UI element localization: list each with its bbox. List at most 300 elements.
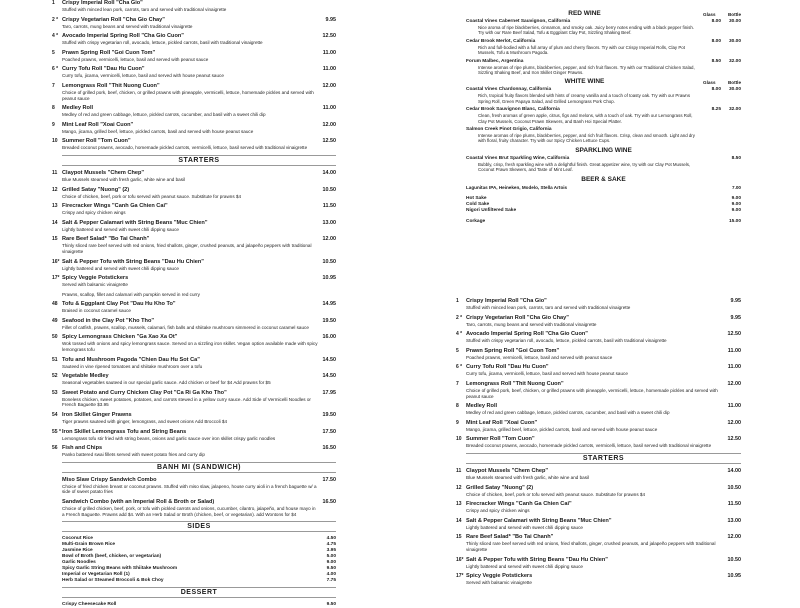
- item-title: Rare Beef Salad* "Bo Tai Chanh": [466, 534, 554, 541]
- wine-item: [466, 39, 741, 56]
- item-description: Boneless chicken, sweet potatoes, potatoes, and carrots stewed in a yellow curry sauce. Add Side of Vermicelli Noodles or French Baguette $3.95: [62, 396, 311, 408]
- item-price: 11.00: [322, 105, 336, 112]
- item-price: 14.50: [322, 373, 336, 380]
- menu-item: [52, 186, 336, 200]
- item-title: Claypot Mussels "Chem Chep": [466, 467, 549, 474]
- starters-title: STARTERS: [62, 155, 336, 166]
- bottle-price: 32.00: [728, 107, 741, 113]
- sparkling-title: SPARKLING WINE: [575, 146, 632, 154]
- wine-item: [466, 87, 741, 104]
- bottle-price: 30.00: [728, 87, 741, 93]
- menu-item: [52, 334, 336, 353]
- glass-label: Glass: [703, 80, 716, 86]
- item-description: Curry tofu, jicama, vermicelli, lettuce, basil and served with house peanut sauce: [466, 371, 628, 377]
- item-number: 6 *: [456, 364, 463, 371]
- item-price: 12.50: [322, 33, 336, 40]
- menu-item: [52, 428, 336, 442]
- menu-item: [456, 517, 741, 531]
- item-price: 12.00: [322, 82, 336, 89]
- sake-list: [466, 196, 741, 214]
- wine-title: Salmon Creek Pinot Grigio, California: [466, 127, 552, 133]
- glass-price: 8.50: [711, 58, 721, 64]
- glass-label: Glass: [703, 12, 716, 17]
- corkage-row: Corkage 15.00: [466, 218, 741, 224]
- item-title: Crispy Imperial Roll "Cha Gio": [62, 0, 143, 6]
- item-title: Sweet Potato and Curry Chicken Clay Pot "Ca Ri Ga Kho Tho": [62, 389, 227, 396]
- item-description: Served with balsamic vinaigrette: [466, 580, 532, 586]
- item-description: Breaded coconut prawns, avocado, homemade pickled carrots, vermicelli, lettuce, basil served with traditional vinaigrette: [466, 443, 712, 449]
- item-title: Avocado Imperial Spring Roll "Cha Gio Cuon": [62, 33, 184, 40]
- item-description: Lightly battered and served with sweet chili dipping sauce: [466, 563, 583, 569]
- item-title: Fish and Chips: [62, 445, 103, 452]
- item-number: 15: [52, 236, 58, 243]
- item-price: 17.95: [322, 389, 336, 396]
- menu-item: [52, 236, 336, 254]
- item-price: 4.75: [326, 542, 336, 548]
- item-price: 4.50: [326, 536, 336, 542]
- menu-item: [62, 499, 336, 517]
- menu-item: [52, 356, 336, 370]
- starters-list: [52, 169, 336, 288]
- item-description: Taro, carrots, mung beans and served with traditional vinaigrette: [62, 23, 193, 29]
- menu-item: [456, 436, 741, 449]
- item-label: Bowl of Broth (beef, chicken, or vegetarian): [62, 554, 162, 560]
- white-wine-title: WHITE WINE: [564, 78, 605, 86]
- item-description: Curry tofu, jicama, vermicelli, lettuce, basil and served with house peanut sauce: [62, 73, 224, 79]
- item-price: 10.95: [322, 275, 336, 282]
- item-number: 10: [456, 436, 462, 443]
- item-price: 11.50: [322, 203, 336, 210]
- item-title: Lemongrass Roll "Thit Nuong Cuon": [466, 380, 564, 387]
- item-title: Firecracker Wings "Canh Ga Chien Cai": [466, 501, 572, 508]
- item-price: 10.50: [322, 186, 336, 193]
- item-price: 12.50: [727, 436, 741, 443]
- item-title: Prawn Spring Roll "Goi Cuon Tom": [62, 49, 156, 56]
- wine-description: Rich and full-bodied with a full array of plum and cherry flavors. Try with our Crispy Imperial Rolls, Clay Pot Mussels, Tofu & Mushroom Pagoda.: [478, 44, 685, 56]
- item-description: Stuffed with minced lean pork, carrots, taro and served with traditional vinaigrette: [466, 305, 631, 310]
- bottle-price: 32.00: [728, 58, 741, 64]
- item-title: Miso Slaw Crispy Sandwich Combo: [62, 476, 157, 483]
- red-wine-list: [466, 19, 741, 75]
- item-title: Grilled Satay "Nuong" (2): [62, 186, 130, 193]
- wine-description: Rich, tropical fruity flavors blended with hints of creamy vanilla and a touch of toasty oak. Try with our Prawns Spring Roll, Green Papaya Salad, and Grilled Lemongrass Pork Chop.: [478, 93, 691, 104]
- item-title: Sandwich Combo (with an Imperial Roll & Broth or Salad): [62, 499, 215, 505]
- item-description: Lightly battered and served with sweet chili dipping sauce: [62, 226, 179, 232]
- item-title: Firecracker Wings "Canh Ga Chien Cai": [62, 203, 168, 210]
- item-number: 16*: [52, 258, 60, 265]
- item-description: Blue Mussels steamed with fresh garlic, white wine and basil: [62, 176, 186, 182]
- item-title: Crispy Imperial Roll "Cha Gio": [466, 298, 547, 304]
- menu-item: [52, 169, 336, 183]
- item-description: Breaded coconut prawns, avocado, homemade pickled carrots, vermicelli, lettuce, basil served with traditional vinaigrette: [62, 145, 308, 151]
- item-number: 52: [52, 373, 58, 380]
- sparkling-wine-header: [466, 147, 741, 154]
- menu-item: [52, 301, 336, 314]
- item-price: 9.95: [730, 314, 741, 321]
- rolls-list-repeat: [456, 298, 741, 449]
- menu-item: [52, 219, 336, 233]
- wine-item: [466, 156, 741, 173]
- item-price: 12.00: [322, 236, 336, 243]
- menu-item: [52, 412, 336, 425]
- item-description: Choice of grilled pork, beef, chicken, or grilled prawns with pineapple, vermicelli, lettuce, homemade pickles and served with peanut sauce: [466, 387, 718, 399]
- item-description: Thinly sliced rare beef served with red onions, fried shallots, ginger, crushed peanuts, and jalapeño peppers with traditional vinaigrette: [466, 541, 716, 552]
- list-item: [62, 602, 336, 608]
- right-lower-column: [456, 298, 741, 590]
- item-title: Spicy Veggie Potstickers: [62, 275, 129, 282]
- beer-header: [466, 176, 741, 183]
- item-title: Grilled Satay "Nuong" (2): [466, 484, 534, 491]
- item-price: 11.00: [322, 49, 336, 56]
- item-number: 49: [52, 317, 58, 324]
- item-price: 10.50: [727, 556, 741, 563]
- item-number: 15: [456, 534, 462, 541]
- item-number: 51: [52, 356, 58, 363]
- item-number: 17*: [52, 275, 60, 282]
- item-title: Mint Leaf Roll "Xoai Cuon": [62, 121, 134, 128]
- item-description: Poached prawns, vermicelli, lettuce, basil and served with peanut sauce: [62, 56, 209, 62]
- item-number: 4 *: [52, 33, 59, 40]
- bottle-label: Bottle: [727, 12, 741, 17]
- item-title: Salt & Pepper Tofu with String Beans "Dau Hu Chien": [466, 556, 608, 563]
- item-label: Spicy Garlic String Beans with Shiitake Mushroom: [62, 566, 178, 572]
- menu-item: [456, 556, 741, 570]
- red-wine-title: RED WINE: [568, 10, 601, 17]
- white-wine-list: [466, 87, 741, 143]
- item-price: 19.50: [322, 317, 336, 324]
- item-price: 9.00: [731, 201, 741, 207]
- item-description: Served with balsamic vinaigrette: [62, 282, 128, 288]
- wine-item: [466, 59, 741, 76]
- item-number: 55 *: [52, 428, 61, 435]
- item-price: 13.00: [322, 219, 336, 226]
- item-description: Poached prawns, vermicelli, lettuce, basil and served with peanut sauce: [466, 354, 613, 360]
- item-description: Blue Mussels steamed with fresh garlic, white wine and basil: [466, 474, 590, 480]
- item-price: 10.50: [727, 484, 741, 491]
- rolls-list: [52, 0, 336, 151]
- sparkling-wine-list: [466, 156, 741, 173]
- item-price: 5.00: [326, 554, 336, 560]
- item-title: Tofu & Eggplant Clay Pot "Dau Hu Kho To": [62, 301, 176, 308]
- item-title: Curry Tofu Roll "Dau Hu Cuon": [62, 66, 145, 73]
- item-number: 2 *: [456, 314, 463, 321]
- item-number: 6 *: [52, 66, 59, 73]
- wine-column: [466, 8, 741, 225]
- item-number: 12: [52, 186, 58, 193]
- item-description: Choice of chicken, beef, pork or tofu served with peanut sauce. Substitute for prawns $4: [62, 193, 242, 199]
- item-label: Imperial or Vegetarian Roll (1): [62, 572, 130, 578]
- item-description: Thinly sliced rare beef served with red onions, fried shallots, ginger, crushed peanuts, and jalapeño peppers with traditional vinaigrette: [62, 243, 312, 254]
- menu-item: [52, 0, 336, 13]
- item-price: 14.00: [727, 467, 741, 474]
- item-description: Mango, jicama, grilled beef, lettuce, pickled carrots, basil and served with house peanut sauce: [62, 128, 254, 134]
- wine-description: Bubbly, crisp, fresh sparkling wine with a delightful finish. Great appetizer wine, try with our Clay Pot Mussels, Coconut Prawn Skewers, and Taste of Mint Leaf.: [478, 161, 691, 173]
- item-number: 1: [456, 298, 459, 304]
- menu-item: [52, 33, 336, 46]
- wine-title: Coastal Vines Cabernet Sauvignon, California: [466, 19, 571, 24]
- item-description: Choice of grilled chicken, beef, pork, or tofu with pickled carrots and onions, cucumber, cilantro, jalapeño, and house mayo in a French Baguette. Prawns add $4. With an Herb Salad or Broth (chicken, beef, or vegetarian). add Wontons for $4: [62, 506, 316, 517]
- wine-item: [466, 127, 741, 144]
- item-description: Lightly battered and served with sweet chili dipping sauce: [466, 524, 583, 530]
- item-title: Tofu and Mushroom Pagoda "Chien Dau Hu Sot Ca": [62, 356, 200, 363]
- red-wine-header: [466, 10, 741, 17]
- menu-item: [456, 347, 741, 361]
- item-description: Crispy and spicy chicken wings: [62, 210, 126, 216]
- bottle-price: 8.50: [731, 155, 741, 161]
- item-description: Sauteed in vine ripened tomatoes and shiitake mushroom over a tofu: [62, 363, 203, 369]
- menu-item: [456, 534, 741, 552]
- mains-list: [52, 301, 336, 458]
- menu-item: [456, 573, 741, 586]
- item-price: 11.00: [727, 347, 741, 354]
- wine-title: Coastal Vines Chardonnay, California: [466, 87, 552, 93]
- item-number: 7: [52, 82, 55, 89]
- item-number: 5: [456, 347, 459, 354]
- item-number: 8: [456, 403, 459, 410]
- item-title: Curry Tofu Roll "Dau Hu Cuon": [466, 364, 549, 371]
- item-number: 11: [52, 169, 58, 176]
- starters-list-repeat: [456, 467, 741, 586]
- item-title: Crispy Vegetarian Roll "Cha Gio Chay": [62, 16, 165, 23]
- item-description: Panko battered swai fillets served with sweet potato fries and curry dip: [62, 452, 205, 458]
- wine-title: Cedar Brook Merlot, California: [466, 38, 536, 44]
- item-number: 8: [52, 105, 55, 112]
- item-number: 48: [52, 301, 58, 308]
- menu-item: [52, 121, 336, 135]
- item-price: 12.00: [727, 380, 741, 387]
- menu-item: [52, 49, 336, 63]
- item-title: Medley Roll: [62, 105, 94, 112]
- item-price: 12.00: [727, 419, 741, 426]
- item-price: 11.00: [322, 66, 336, 73]
- item-number: 17*: [456, 573, 464, 580]
- glass-price: 8.25: [711, 107, 721, 113]
- mains-partial: Prawns, scallop, fillet and calamari with pumpkin served in red curry: [62, 291, 200, 297]
- item-description: Taro, carrots, mung beans and served with traditional vinaigrette: [466, 321, 597, 327]
- item-price: 11.00: [727, 364, 741, 371]
- item-description: Lemongrass tofu stir fried with string beans, onions and garlic sauce over iron skillet crispy garlic noodles: [62, 435, 276, 441]
- item-description: Choice of fried chicken breast or coconut prawns. Stuffed with miso slaw, jalapeno, house curry aioli in a french baguette w/ a side of sweet potato fries: [62, 483, 317, 495]
- item-number: 14: [52, 219, 58, 226]
- menu-item: [52, 445, 336, 458]
- item-price: 10.50: [322, 258, 336, 265]
- item-title: Claypot Mussels "Chem Chep": [62, 169, 145, 176]
- wine-description: Intense aromas of ripe plums, blackberries, pepper, and rich fruit flavors. Try with our Traditional Chicken Salad, Sizzling Shaking Beef, and Iron Skillet Ginger Prawns.: [478, 64, 695, 76]
- item-number: 56: [52, 445, 58, 452]
- bottle-price: 30.00: [728, 19, 741, 24]
- item-price: 12.00: [322, 121, 336, 128]
- item-label: Garlic Noodles: [62, 560, 96, 566]
- item-title: Spicy Lemongrass Chicken "Ga Xao Xa Ot": [62, 334, 178, 341]
- item-price: 12.50: [322, 138, 336, 145]
- item-number: 54: [52, 412, 58, 419]
- item-number: 1: [52, 0, 55, 6]
- item-description: Seasonal vegetables sauteed in our special garlic sauce. Add chicken or beef for $4 Add prawns for $5: [62, 380, 271, 386]
- item-title: Vegetable Medley: [62, 373, 109, 380]
- item-price: 16.50: [322, 499, 336, 505]
- item-price: 9.95: [730, 298, 741, 304]
- glass-price: 8.00: [711, 38, 721, 44]
- item-description: Choice of grilled pork, beef, chicken, or grilled prawns with pineapple, vermicelli, lettuce, homemade pickles and served with peanut sauce: [62, 89, 314, 101]
- white-wine-header: [466, 78, 741, 85]
- wine-title: Coastal Vines Brut Sparkling Wine, California: [466, 155, 570, 161]
- glass-price: 8.00: [711, 19, 721, 24]
- sides-list: [62, 536, 336, 584]
- wine-description: Intense aromas of ripe plums, blackberries, pepper, and rich fruit flavors. Crisp, clean and smooth. Light and dry with floral, fruity character. Try with our Spicy Chicken Lettuce Cups.: [478, 133, 695, 144]
- menu-item: [456, 419, 741, 433]
- item-price: 9.00: [326, 560, 336, 566]
- menu-item: [52, 203, 336, 216]
- item-label: Hot Sake: [466, 195, 487, 201]
- item-description: Stuffed with crispy vegetarian roll, avocado, lettuce, pickled carrots, basil with traditional vinaigrette: [62, 40, 263, 46]
- item-number: 10: [52, 138, 58, 145]
- menu-item: [52, 373, 336, 386]
- item-description: Stuffed with minced lean pork, carrots, taro and served with traditional vinaigrette: [62, 7, 227, 12]
- item-price: 9.95: [325, 16, 336, 23]
- item-title: Iron Skillet Ginger Prawns: [62, 412, 132, 419]
- item-number: 11: [456, 467, 462, 474]
- menu-item: [456, 314, 741, 328]
- item-description: Wok tossed with onions and spicy lemongrass sauce. Served on a sizzling iron skillet. Vegan option available made with spicy lemongrass tofu: [62, 341, 318, 353]
- item-price: 4.00: [326, 572, 336, 578]
- menu-item: [456, 467, 741, 481]
- starters-title-repeat: STARTERS: [466, 453, 741, 464]
- item-price: 9.50: [326, 602, 336, 608]
- item-price: 14.00: [322, 169, 336, 176]
- wine-item: [466, 19, 741, 36]
- bottle-label: Bottle: [727, 80, 741, 86]
- item-title: Rare Beef Salad* "Bo Tai Chanh": [62, 236, 150, 243]
- wine-title: Forum Malbec, Argentina: [466, 58, 524, 64]
- item-label: Crispy Cheesecake Roll: [62, 602, 117, 608]
- banh-mi-list: [62, 477, 336, 517]
- item-label: Jasmine Rice: [62, 548, 93, 554]
- menu-item: [456, 380, 741, 399]
- item-title: Salt & Pepper Calamari with String Beans "Muc Chien": [62, 219, 208, 226]
- wine-title: Cedar Brook Sauvignon Blanc, California: [466, 107, 560, 113]
- menu-item: [52, 105, 336, 118]
- item-label: Multi-Grain Brown Rice: [62, 542, 116, 548]
- item-title: Spicy Veggie Potstickers: [466, 573, 533, 580]
- item-number: 50: [52, 334, 58, 341]
- item-description: Choice of chicken, beef, pork or tofu served with peanut sauce. Substitute for prawns $4: [466, 491, 646, 497]
- item-description: Lightly battered and served with sweet chili dipping sauce: [62, 265, 179, 271]
- item-number: 16*: [456, 556, 464, 563]
- item-title: Crispy Vegetarian Roll "Cha Gio Chay": [466, 314, 569, 321]
- item-title: Summer Roll "Tom Cuon": [62, 138, 131, 145]
- item-price: 9.00: [731, 195, 741, 201]
- item-number: 14: [456, 517, 462, 524]
- item-number: 53: [52, 389, 58, 396]
- item-label: Nigori Unfiltered Sake: [466, 207, 517, 213]
- item-price: 17.50: [322, 476, 336, 483]
- beer-list: Lagunitas IPA, Heineken, Modelo, Stella Artois 7.00: [466, 184, 741, 190]
- dessert-title: DESSERT: [62, 587, 336, 598]
- item-price: 10.95: [727, 573, 741, 580]
- item-price: 11.00: [727, 403, 741, 410]
- item-number: 5: [52, 49, 55, 56]
- item-number: 4 *: [456, 331, 463, 338]
- list-item: [62, 578, 336, 584]
- item-number: 12: [456, 484, 462, 491]
- item-number: 2 *: [52, 16, 59, 23]
- item-price: 19.50: [322, 412, 336, 419]
- item-number: 13: [52, 203, 58, 210]
- item-label: Coconut Rice: [62, 536, 93, 542]
- menu-item: [456, 364, 741, 377]
- menu-item: [456, 298, 741, 311]
- item-price: 11.50: [727, 501, 741, 508]
- item-title: Salt & Pepper Calamari with String Beans "Muc Chien": [466, 517, 612, 524]
- menu-item: [62, 477, 336, 495]
- menu-item: [52, 317, 336, 331]
- item-label: Cold Sake: [466, 201, 490, 207]
- item-title: Salt & Pepper Tofu with String Beans "Dau Hu Chien": [62, 258, 204, 265]
- item-title: Avocado Imperial Spring Roll "Cha Gio Cuon": [466, 331, 588, 338]
- item-price: 14.50: [322, 356, 336, 363]
- item-title: Mint Leaf Roll "Xoai Cuon": [466, 419, 538, 426]
- wine-description: Nice aroma of ripe blackberries, cinnamon, and smoky oak. Juicy berry notes ending with a black pepper finish. Try with our Rare Beef Salad, Tofu & Eggplant Clay Pot, Sizzling Shaking Beef.: [478, 25, 694, 36]
- item-description: Medley of red and green cabbage, lettuce, pickled carrots, cucumber, and basil with a sweet chili dip: [62, 112, 266, 118]
- item-price: 16.00: [322, 334, 336, 341]
- item-description: Mango, jicama, grilled beef, lettuce, pickled carrots, basil and served with house peanut sauce: [466, 426, 658, 432]
- menu-item: [456, 403, 741, 416]
- menu-item: [456, 484, 741, 498]
- banh-mi-title: BANH MI (SANDWICH): [62, 462, 336, 473]
- menu-item: [52, 16, 336, 30]
- item-description: Crispy and spicy chicken wings: [466, 508, 530, 514]
- item-price: 9.00: [731, 207, 741, 213]
- item-price: 12.00: [727, 534, 741, 541]
- item-number: 9: [456, 419, 459, 426]
- item-price: 3.95: [326, 548, 336, 554]
- item-description: Fillet of catfish, prawns, scallop, mussels, calamari, fish balls and shiitake mushroom simmered in coconut caramel sauce: [62, 324, 309, 330]
- item-title: Medley Roll: [466, 403, 498, 410]
- sides-title: SIDES: [62, 521, 336, 532]
- menu-item: [52, 66, 336, 79]
- item-title: Summer Roll "Tom Cuon": [466, 436, 535, 443]
- bottle-price: 30.00: [728, 38, 741, 44]
- item-price: 16.50: [322, 445, 336, 452]
- item-number: 13: [456, 501, 462, 508]
- menu-item: [52, 258, 336, 272]
- item-price: 14.95: [322, 301, 336, 308]
- item-description: Tiger prawns sauteed with ginger, lemongrass, and sweet onions Add Broccoli $4: [62, 419, 228, 425]
- item-description: Braised in coconut caramel sauce: [62, 308, 131, 314]
- item-title: Lemongrass Roll "Thit Nuong Cuon": [62, 82, 160, 89]
- item-price: 17.50: [322, 428, 336, 435]
- menu-item: [52, 389, 336, 408]
- item-price: 9.50: [326, 566, 336, 572]
- item-price: 13.00: [727, 517, 741, 524]
- item-price: 7.75: [326, 578, 336, 584]
- item-number: 9: [52, 121, 55, 128]
- left-column: [52, 0, 336, 608]
- wine-description: Clean, fresh aromas of green apple, citrus, figs and melons, with a touch of oak. Try with our Lemongrass Roll, Clay Pot Mussels, Coconut Prawn Skewers, and Banh Hoi Special Platter.: [478, 113, 693, 124]
- dessert-list: [62, 602, 336, 608]
- menu-item: [456, 331, 741, 344]
- glass-price: 8.00: [711, 87, 721, 93]
- menu-item: [52, 275, 336, 288]
- wine-item: [466, 107, 741, 124]
- item-label: Herb Salad or Steamed Broccoli & Bok Choy: [62, 578, 164, 584]
- item-price: 12.50: [727, 331, 741, 338]
- menu-item: [52, 82, 336, 101]
- item-description: Stuffed with crispy vegetarian roll, avocado, lettuce, pickled carrots, basil with traditional vinaigrette: [466, 338, 667, 344]
- item-number: 7: [456, 380, 459, 387]
- menu-item: [456, 501, 741, 514]
- item-title: Seafood in the Clay Pot "Kho Tho": [62, 317, 155, 324]
